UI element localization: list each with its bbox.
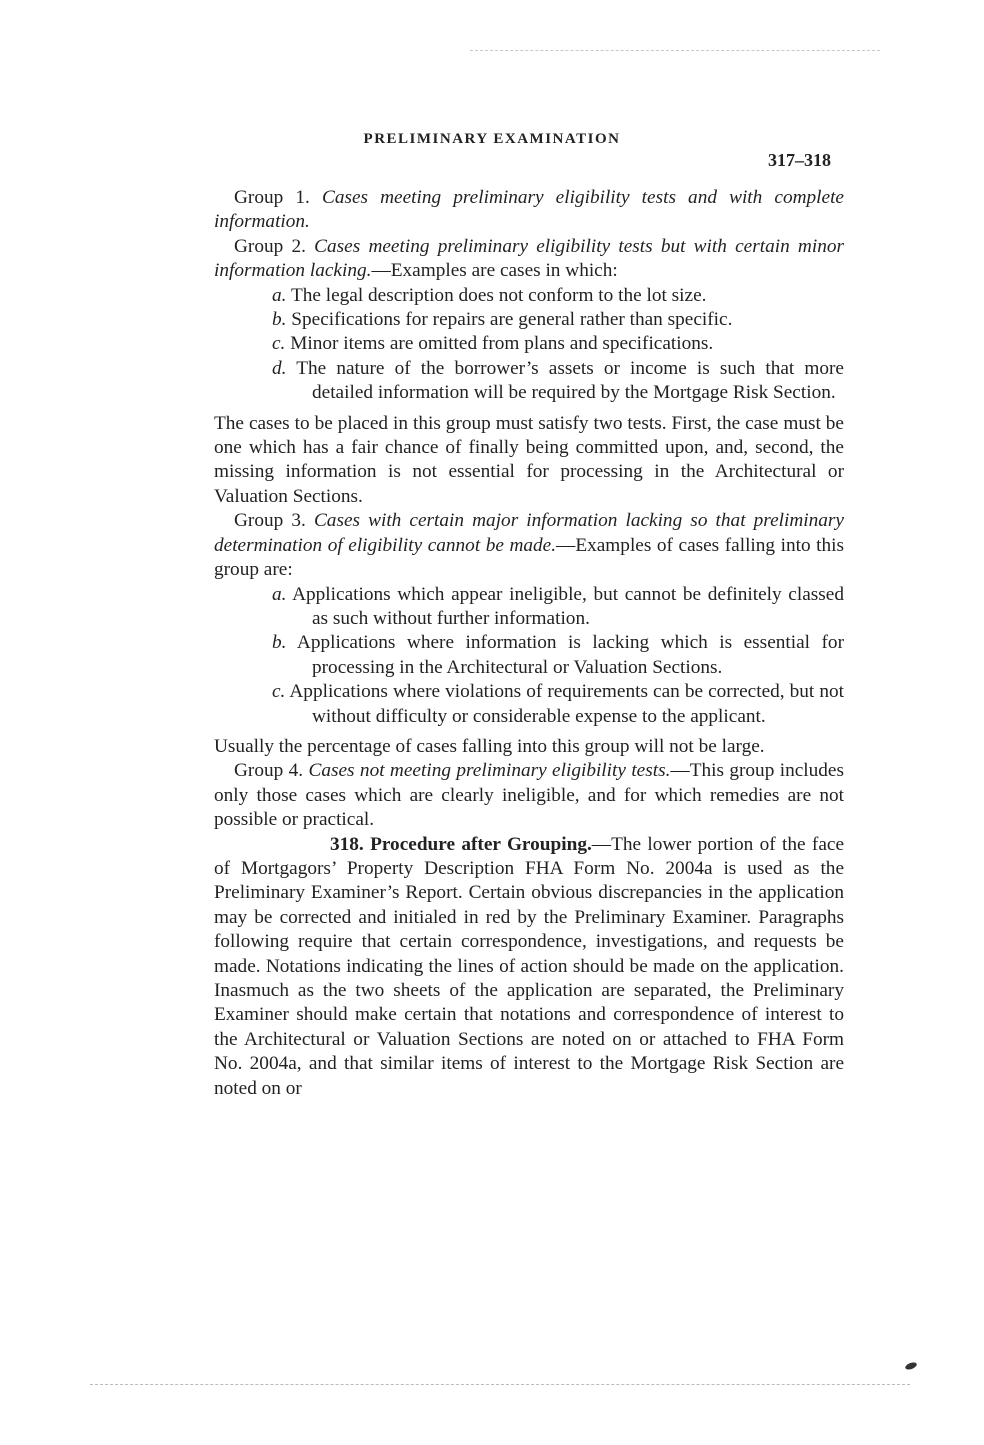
list-item: a. Applications which appear ineligible, but cannot be definitely classed as such without further information. — [272, 583, 844, 629]
section-318-heading: 318. Procedure after Grouping. — [330, 833, 592, 855]
ink-smudge — [904, 1361, 917, 1371]
group-4-label: Group 4. — [234, 760, 304, 782]
group-1-paragraph — [214, 186, 844, 235]
group-2-title: Cases meeting preliminary eligibility tests but with certain minor information lacking. — [214, 235, 844, 282]
list-item: c. Minor items are omitted from plans and specifications. — [272, 333, 714, 355]
list-item: b. Specifications for repairs are general rather than specific. — [272, 309, 733, 331]
group-2-examples — [214, 284, 844, 406]
scan-artifact-top — [470, 50, 880, 51]
group-1-label: Group 1. — [234, 187, 310, 208]
group-4-text: —This group includes only those cases which are clearly ineligible, and for which remedies are not possible or practical. — [214, 760, 844, 831]
page-number: 317–318 — [768, 150, 831, 170]
group-2-note: The cases to be placed in this group must satisfy two tests. First, the case must be one which has a fair chance of finally being committed upon, and, second, the missing information is not essential for processing in the Architectural or Valuation Sections. — [214, 412, 844, 507]
group-3-title: Cases with certain major information lacking so that preliminary determination of eligibility cannot be made. — [214, 510, 844, 556]
group-3-examples — [214, 583, 844, 729]
scan-artifact-bottom — [90, 1384, 910, 1385]
group-1-title: Cases meeting preliminary eligibility tests and with complete information. — [214, 187, 844, 233]
list-item: c. Applications where violations of requirements can be corrected, but not without difficulty or considerable expense to the applicant. — [272, 681, 844, 727]
group-3-intro: —Examples of cases falling into this group are: — [214, 534, 844, 581]
list-item: b. Applications where information is lacking which is essential for processing in the Architectural or Valuation Sections. — [272, 632, 844, 678]
section-318-paragraph — [214, 833, 844, 1101]
group-4-paragraph — [214, 759, 844, 832]
group-3-note: Usually the percentage of cases falling into this group will not be large. — [214, 735, 765, 757]
group-3-paragraph — [214, 509, 844, 582]
list-item: d. The nature of the borrower’s assets or income is such that more detailed information will be required by the Mortgage Risk Section. — [272, 357, 844, 404]
group-4-title: Cases not meeting preliminary eligibility tests. — [308, 760, 671, 782]
group-3-label: Group 3. — [234, 510, 306, 532]
page-body — [214, 186, 844, 1101]
running-header: PRELIMINARY EXAMINATION — [363, 131, 621, 147]
group-2-intro: —Examples are cases in which: — [371, 260, 618, 282]
group-2-paragraph — [214, 235, 844, 284]
group-2-label: Group 2. — [234, 235, 306, 257]
list-item: a. The legal description does not conform to the lot size. — [272, 284, 707, 306]
section-318-text: —The lower portion of the face of Mortgagors’ Property Description FHA Form No. 2004a is used as the Preliminary Examiner’s Report. Certain obvious discrepancies in the application may be corrected and initialed in red by the Preliminary Examiner. Paragraphs following require that certain correspondence, investigations, and requests be made. Notations indicating the lines of action should be made on the application. Inasmuch as the two sheets of the application are separated, the Preliminary Examiner should make certain that notations and correspondence of interest to the Architectural or Valuation Sections are noted on or attached to FHA Form No. 2004a, and that similar items of interest to the Mortgage Risk Section are noted on or — [214, 833, 844, 1099]
